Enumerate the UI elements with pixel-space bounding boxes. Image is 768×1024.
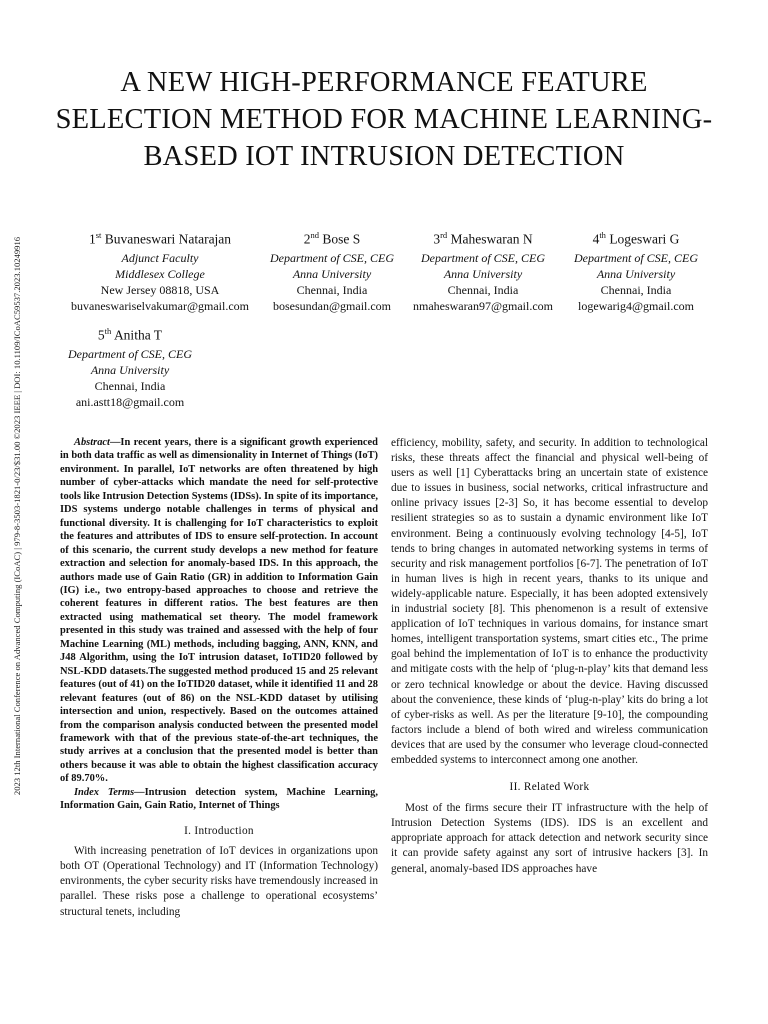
author-dept: Department of CSE, CEG [68,346,192,361]
right-column [391,436,708,877]
author-org: Middlesex College [115,266,205,281]
doi-sidebar-text: 2023 12th International Conference on Advanced Computing (ICoAC) | 979-8-3503-1821-0/23/$31.00 ©2023 IEEE | DOI: 10.1109/ICoAC59537.2023.10249916 [12,236,22,796]
author-email: logewarig4@gmail.com [577,298,695,313]
author-dept: Adjunct Faculty [121,250,199,265]
author-name: 5th Anitha T [97,326,163,343]
introduction-text: With increasing penetration of IoT devices in organizations upon both OT (Operational Technology) and IT (Information Technology) environments, the cyber security risks have tremendously increased in parallel. These risks pose a challenge to operational ecosystems’ structural tenets, including [60,845,378,918]
paper-title: A NEW HIGH-PERFORMANCE FEATURE SELECTION METHOD FOR MACHINE LEARNING-BASED IOT INTRUSION DETECTION [55,67,713,172]
author-block [262,225,402,314]
introduction-continued-text: efficiency, mobility, safety, and security. In addition to technological risks, these threats affect the financial and physical well-being of users as well [1] Cyberattacks bring an uncertain state of existence due to issues in business, social networks, critical infrastructure and online privacy issues [2-3] So, it has become essential to develop resilient strategies so as to sustain a dynamic environment like IoT environment. Being a continuously evolving technology [4-5], IoT tends to bring changes in automated networking systems in terms of security and risk management portfolios [6-7]. The penetration of IoT in human lives is high in recent years, thanks to its unique and widely-applicable nature. Especially, it has been adopted extensively in industrial society [8]. This phenomenon is a result of extensive application of IoT techniques in various domains, for instance smart homes, intelligent transportation systems, smart cities etc., The prime goal behind the implementation of IoT is to enhance the productivity and mitigate costs with the help of ‘plug-n-play’ kits that demand less or zero technical knowledge or about the device. Having discussed about the convenience, these kinds of ‘plug-n-play’ kits do bring a lot of cyber-risks as well. As per the literature [9-10], the compounding factors include a blend of both wired and wireless communication devices that are used by the consumer who leverage cloud-connected embedded systems to interconnect among one another. [391,437,708,766]
author-org: Anna University [292,266,372,281]
author-email: buvaneswariselvakumar@gmail.com [71,298,249,313]
author-name: 2nd Bose S [303,230,361,247]
author-dept: Department of CSE, CEG [270,250,394,265]
section-heading-introduction: I. Introduction [184,824,254,837]
author-org: Anna University [443,266,523,281]
author-location: Chennai, India [447,282,519,297]
author-name: 4th Logeswari G [592,230,680,247]
author-dept: Department of CSE, CEG [421,250,545,265]
author-block [408,225,558,314]
author-location: Chennai, India [94,378,166,393]
abstract-text: —In recent years, there is a significant growth experienced in both data traffic as well as dimensionality in Internet of Things (IoT) environment. In parallel, IoT networks are often threatened by high number of cyber-attacks which mandate the need for self-protective tools like Intrusion Detection Systems (IDSs). In spite of its importance, IDS systems undergo notable challenges in terms of physical and functional diversity. It is challenging for IoT characteristics to exploit the features and attributes of IDS to ensure self-protection. In account of this scenario, the current study develops a new method for feature extraction and selection for anomaly-based IDS. In this approach, the authors made use of Gain Ratio (GR) in addition to Information Gain (IG) i.e., two entropy-based approaches to choose and retrieve the coherent features in different ratios. The best features are then extracted using mathematical set theory. The model framework presented in this study was trained and assessed with the help of four Machine Learning (ML) methods, including bagging, ANN, KNN, and J48 Algorithm, using the IoT intrusion dataset, IoTID20 followed by NSL-KDD datasets.The suggested method produced 15 and 25 relevant features (out of 41) on the IoTID20 dataset, while it identified 11 and 28 relevant features (out of 86) on the NSL-KDD dataset by utilising intersection and union, respectively. Based on the outcomes attained from the comparison analysis conducted between the presented model framework with that of the previous state-of-the-art techniques, the study arrives at a conclusion that the presented model is better than others because it was able to obtain the highest classification accuracy of 89.70%. [60,437,378,785]
author-block [60,321,200,410]
index-terms-text: —Intrusion detection system, Machine Learning, Information Gain, Gain Ratio, Internet of Things [60,786,378,812]
related-work-text: Most of the firms secure their IT infrastructure with the help of Intrusion Detection Systems (IDS). IDS is an excellent and appropriate approach for attack detection and network security since it can provide safety against any sort of intrusive hackers [3]. In general, anomaly-based IDS approaches have [391,802,708,875]
section-heading-related-work: II. Related Work [509,781,590,794]
author-email: ani.astt18@gmail.com [75,394,185,409]
author-location: Chennai, India [600,282,672,297]
doi-sidebar [9,176,25,856]
left-column [60,436,378,920]
index-terms [60,786,378,813]
author-block [562,225,710,314]
author-dept: Department of CSE, CEG [574,250,698,265]
author-org: Anna University [90,362,170,377]
abstract [60,436,378,786]
author-name: 1st Buvaneswari Natarajan [88,230,232,247]
author-block [60,225,260,314]
author-org: Anna University [596,266,676,281]
index-terms-label: Index Terms [74,786,135,798]
author-email: bosesundan@gmail.com [272,298,392,313]
author-email: nmaheswaran97@gmail.com [412,298,553,313]
author-location: Chennai, India [296,282,368,297]
author-name: 3rd Maheswaran N [433,230,533,247]
author-location: New Jersey 08818, USA [100,282,220,297]
abstract-label: Abstract [74,437,110,448]
